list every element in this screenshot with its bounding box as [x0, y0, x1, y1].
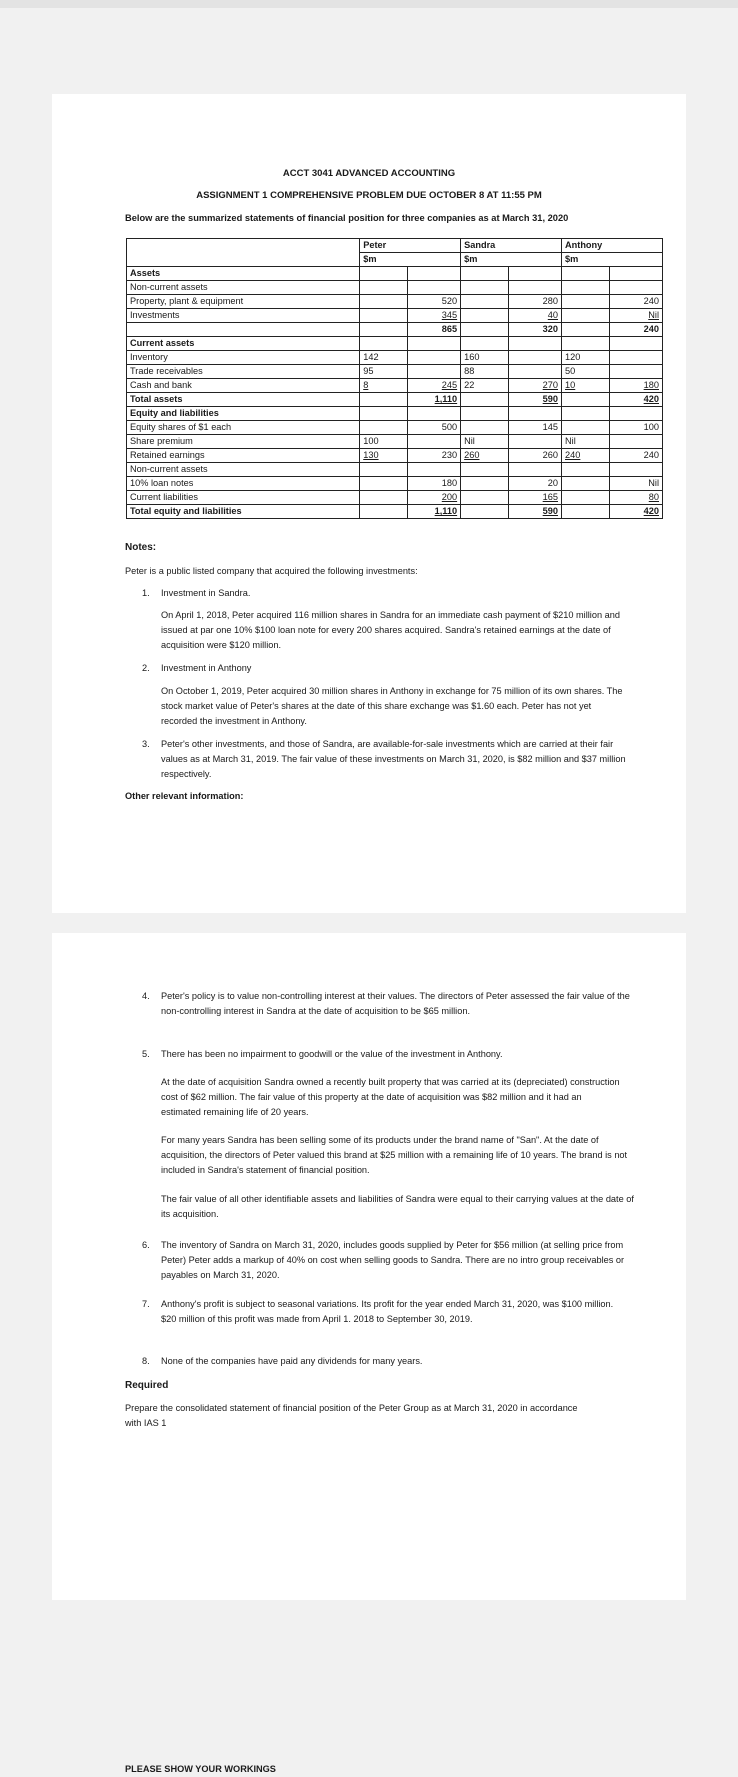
- table-row: [127, 463, 663, 477]
- row-label: [127, 323, 360, 337]
- cell-value: Nil: [648, 478, 659, 488]
- table-cell: [408, 281, 461, 295]
- table-row: [127, 421, 663, 435]
- cell-value: 80: [648, 492, 659, 502]
- table-cell: [509, 477, 562, 491]
- table-cell: [610, 267, 663, 281]
- table-cell: [461, 365, 509, 379]
- table-cell: [461, 351, 509, 365]
- table-cell: [610, 351, 663, 365]
- note-1-title: Investment in Sandra.: [161, 588, 251, 598]
- table-cell: [610, 309, 663, 323]
- cell-value: 345: [441, 310, 458, 320]
- assignment-title: ASSIGNMENT 1 COMPREHENSIVE PROBLEM DUE OCTOBER 8 AT 11:55 PM: [196, 190, 542, 201]
- table-cell: [509, 281, 562, 295]
- note-2-title: Investment in Anthony: [161, 663, 252, 673]
- cell-value: 1,110: [434, 506, 458, 516]
- table-cell: [360, 491, 408, 505]
- table-cell: [610, 477, 663, 491]
- cell-value: Nil: [464, 436, 475, 446]
- table-cell: [461, 309, 509, 323]
- table-cell: [408, 407, 461, 421]
- cell-value: 230: [441, 450, 458, 460]
- unit-peter: $m: [360, 253, 461, 267]
- company-name-anthony: Anthony: [562, 239, 663, 253]
- table-cell: [610, 323, 663, 337]
- note-6-text: The inventory of Sandra on March 31, 2020, includes goods supplied by Peter for $56 million (at selling price from Peter) Peter adds a markup of 40% on cost when selling goods to Sandra. There are no intro group receivables or payables on March 31, 2020.: [161, 1240, 625, 1280]
- table-row: [127, 309, 663, 323]
- table-cell: [408, 435, 461, 449]
- table-cell: [562, 365, 610, 379]
- cell-value: 200: [441, 492, 458, 502]
- cell-value: 520: [441, 296, 458, 306]
- table-cell: [562, 323, 610, 337]
- table-cell: [509, 435, 562, 449]
- unit-anthony: $m: [562, 253, 663, 267]
- cell-value: 142: [363, 352, 379, 362]
- cell-value: 160: [464, 352, 480, 362]
- row-label: Equity shares of $1 each: [127, 421, 360, 435]
- row-label: Trade receivables: [127, 365, 360, 379]
- table-cell: [360, 281, 408, 295]
- table-row: [127, 323, 663, 337]
- table-cell: [610, 379, 663, 393]
- table-cell: [509, 351, 562, 365]
- cell-value: 88: [464, 366, 475, 376]
- table-cell: [509, 505, 562, 519]
- notes-heading: Notes:: [125, 542, 157, 553]
- table-row: [127, 477, 663, 491]
- intro-text: Below are the summarized statements of financial position for three companies as at March 31, 2020: [125, 213, 569, 223]
- table-cell: [509, 323, 562, 337]
- cell-value: 270: [542, 380, 559, 390]
- table-cell: [408, 491, 461, 505]
- row-label: Total equity and liabilities: [127, 505, 360, 519]
- cell-value: 100: [643, 422, 659, 432]
- cell-value: 180: [441, 478, 458, 488]
- note-7-text: Anthony's profit is subject to seasonal variations. Its profit for the year ended March 31, 2020, was $100 million. $20 million of this profit was made from April 1. 2018 to September 30, 2019.: [161, 1299, 614, 1324]
- required-text: Prepare the consolidated statement of financial position of the Peter Group as at March 31, 2020 in accordance with IAS 1: [125, 1403, 578, 1428]
- table-unit-row: [127, 253, 663, 267]
- table-cell: [360, 477, 408, 491]
- table-cell: [408, 505, 461, 519]
- table-cell: [360, 393, 408, 407]
- table-row: [127, 379, 663, 393]
- table-cell: [610, 337, 663, 351]
- table-cell: [509, 463, 562, 477]
- cell-value: 100: [363, 436, 379, 446]
- cell-value: 240: [643, 450, 659, 460]
- table-cell: [610, 281, 663, 295]
- table-cell: [509, 309, 562, 323]
- table-cell: [509, 365, 562, 379]
- row-label: Retained earnings: [127, 449, 360, 463]
- table-cell: [461, 491, 509, 505]
- cell-value: 590: [542, 394, 559, 404]
- table-cell: [461, 393, 509, 407]
- header-blank-cell: [127, 239, 360, 253]
- table-header-row: [127, 239, 663, 253]
- property-paragraph: At the date of acquisition Sandra owned a recently built property that was carried at its (depreciated) construction cost of $62 million. The fair value of this property at the date of acquisition was $82 million and it had an estimated remaining life of 20 years.: [161, 1077, 620, 1117]
- table-cell: [408, 463, 461, 477]
- table-cell: [360, 295, 408, 309]
- table-cell: [610, 393, 663, 407]
- table-cell: [509, 421, 562, 435]
- cell-value: 10: [565, 380, 576, 390]
- table-cell: [461, 323, 509, 337]
- cell-value: 260: [464, 450, 480, 460]
- table-cell: [509, 267, 562, 281]
- cell-value: 180: [643, 380, 659, 390]
- table-cell: [610, 463, 663, 477]
- table-row: [127, 337, 663, 351]
- table-cell: [360, 435, 408, 449]
- table-cell: [562, 463, 610, 477]
- table-cell: [610, 365, 663, 379]
- table-cell: [562, 351, 610, 365]
- table-cell: [562, 281, 610, 295]
- table-cell: [562, 337, 610, 351]
- table-cell: [562, 407, 610, 421]
- required-heading: Required: [125, 1380, 169, 1391]
- note-5-number: 5.: [142, 1049, 150, 1059]
- cell-value: 145: [542, 422, 559, 432]
- cell-value: 590: [542, 506, 559, 516]
- table-cell: [562, 309, 610, 323]
- row-label: Total assets: [127, 393, 360, 407]
- table-cell: [408, 323, 461, 337]
- table-cell: [562, 393, 610, 407]
- table-row: [127, 295, 663, 309]
- table-cell: [360, 379, 408, 393]
- note-3-text: Peter's other investments, and those of Sandra, are available-for-sale investments which are carried at their fair values as at March 31, 2019. The fair value of these investments on March 31, 2020, is $82 million and $37 million respectively.: [161, 739, 626, 779]
- table-cell: [360, 463, 408, 477]
- cell-value: 420: [643, 394, 659, 404]
- table-cell: [360, 323, 408, 337]
- table-cell: [461, 407, 509, 421]
- row-label: Inventory: [127, 351, 360, 365]
- table-cell: [562, 449, 610, 463]
- top-edge: [0, 0, 738, 8]
- cell-value: Nil: [648, 310, 659, 320]
- unit-sandra: $m: [461, 253, 562, 267]
- table-cell: [461, 449, 509, 463]
- table-cell: [562, 421, 610, 435]
- table-cell: [509, 379, 562, 393]
- table-row: [127, 365, 663, 379]
- table-row: [127, 351, 663, 365]
- table-row: [127, 491, 663, 505]
- note-4-number: 4.: [142, 991, 150, 1001]
- table-cell: [509, 337, 562, 351]
- notes-lead: Peter is a public listed company that acquired the following investments:: [125, 566, 418, 576]
- table-cell: [408, 351, 461, 365]
- table-cell: [461, 295, 509, 309]
- table-cell: [461, 463, 509, 477]
- note-7-number: 7.: [142, 1299, 150, 1309]
- table-cell: [509, 393, 562, 407]
- cell-value: 1,110: [434, 394, 458, 404]
- other-info-heading: Other relevant information:: [125, 791, 244, 801]
- cell-value: 865: [441, 324, 458, 334]
- row-label: Current assets: [127, 337, 360, 351]
- note-8-number: 8.: [142, 1356, 150, 1366]
- table-cell: [610, 449, 663, 463]
- note-1-body: On April 1, 2018, Peter acquired 116 million shares in Sandra for an immediate cash payment of $210 million and issued at par one 10% $100 loan note for every 200 shares acquired. Sandra's retained earnings at the date of acquisition were $120 million.: [161, 610, 620, 650]
- unit-blank-cell: [127, 253, 360, 267]
- table-cell: [509, 449, 562, 463]
- table-cell: [360, 267, 408, 281]
- table-cell: [461, 281, 509, 295]
- cell-value: 420: [643, 506, 659, 516]
- cell-value: 20: [547, 478, 559, 488]
- row-label: Share premium: [127, 435, 360, 449]
- row-label: Investments: [127, 309, 360, 323]
- course-title: ACCT 3041 ADVANCED ACCOUNTING: [282, 168, 456, 179]
- financial-position-table: [126, 238, 663, 519]
- company-name-sandra: Sandra: [461, 239, 562, 253]
- table-cell: [509, 491, 562, 505]
- table-cell: [562, 477, 610, 491]
- row-label: Non-current assets: [127, 281, 360, 295]
- table-cell: [408, 267, 461, 281]
- note-1-number: 1.: [142, 588, 150, 598]
- cell-value: 240: [643, 324, 659, 334]
- table-row: [127, 267, 663, 281]
- table-cell: [360, 351, 408, 365]
- table-row: [127, 281, 663, 295]
- table-cell: [461, 505, 509, 519]
- table-cell: [610, 421, 663, 435]
- cell-value: 320: [542, 324, 559, 334]
- workings-note: PLEASE SHOW YOUR WORKINGS: [125, 1764, 276, 1774]
- table-cell: [408, 365, 461, 379]
- cell-value: 245: [441, 380, 458, 390]
- note-3-number: 3.: [142, 739, 150, 749]
- table-row: [127, 449, 663, 463]
- cell-value: 120: [565, 352, 581, 362]
- table-row: [127, 505, 663, 519]
- note-8-text: None of the companies have paid any dividends for many years.: [161, 1356, 423, 1366]
- row-label: 10% loan notes: [127, 477, 360, 491]
- table-cell: [461, 435, 509, 449]
- table-cell: [461, 421, 509, 435]
- table-cell: [610, 407, 663, 421]
- table-cell: [461, 477, 509, 491]
- table-cell: [360, 421, 408, 435]
- row-label: Property, plant & equipment: [127, 295, 360, 309]
- cell-value: 95: [363, 366, 374, 376]
- table-cell: [562, 435, 610, 449]
- table-cell: [461, 379, 509, 393]
- table-cell: [562, 505, 610, 519]
- table-row: [127, 435, 663, 449]
- row-label: Cash and bank: [127, 379, 360, 393]
- table-cell: [562, 295, 610, 309]
- row-label: Current liabilities: [127, 491, 360, 505]
- cell-value: 130: [363, 450, 379, 460]
- brand-paragraph: For many years Sandra has been selling some of its products under the brand name of "San". At the date of acquisition, the directors of Peter valued this brand at $25 million with a remaining life of 10 years. The brand is not included in Sandra's statement of financial position.: [161, 1135, 628, 1175]
- table-cell: [610, 505, 663, 519]
- table-cell: [562, 491, 610, 505]
- cell-value: 240: [565, 450, 581, 460]
- cell-value: Nil: [565, 436, 576, 446]
- cell-value: 40: [547, 310, 559, 320]
- cell-value: 22: [464, 380, 475, 390]
- table-cell: [360, 309, 408, 323]
- row-label: Non-current assets: [127, 463, 360, 477]
- table-cell: [610, 435, 663, 449]
- fair-value-paragraph: The fair value of all other identifiable assets and liabilities of Sandra were equal to their carrying values at the date of its acquisition.: [161, 1194, 634, 1219]
- cell-value: 500: [441, 422, 458, 432]
- note-6-number: 6.: [142, 1240, 150, 1250]
- table-cell: [610, 491, 663, 505]
- cell-value: 240: [643, 296, 659, 306]
- table-cell: [509, 407, 562, 421]
- table-cell: [509, 295, 562, 309]
- company-name-peter: Peter: [360, 239, 461, 253]
- cell-value: 280: [542, 296, 559, 306]
- cell-value: 8: [363, 380, 369, 390]
- row-label: Equity and liabilities: [127, 407, 360, 421]
- note-2-number: 2.: [142, 663, 150, 673]
- table-cell: [408, 379, 461, 393]
- table-cell: [408, 309, 461, 323]
- cell-value: 50: [565, 366, 576, 376]
- table-cell: [562, 267, 610, 281]
- table-cell: [408, 295, 461, 309]
- cell-value: 260: [542, 450, 559, 460]
- table-row: [127, 393, 663, 407]
- document-page-1: [52, 94, 686, 913]
- table-cell: [408, 449, 461, 463]
- table-cell: [408, 337, 461, 351]
- note-2-body: On October 1, 2019, Peter acquired 30 million shares in Anthony in exchange for 75 million of its own shares. The stock market value of Peter's shares at the date of this share exchange was $1.60 each. Peter has not yet recorded the investment in Anthony.: [161, 686, 623, 726]
- table-cell: [408, 393, 461, 407]
- table-cell: [360, 407, 408, 421]
- table-cell: [461, 267, 509, 281]
- table-cell: [360, 337, 408, 351]
- note-4-text: Peter's policy is to value non-controlling interest at their values. The directors of Peter assessed the fair value of the non-controlling interest in Sandra at the date of acquisition to be $65 million.: [161, 991, 630, 1016]
- table-cell: [461, 337, 509, 351]
- row-label: Assets: [127, 267, 360, 281]
- note-5-text: There has been no impairment to goodwill or the value of the investment in Anthony.: [161, 1049, 503, 1059]
- table-cell: [360, 365, 408, 379]
- table-cell: [360, 449, 408, 463]
- table-cell: [610, 295, 663, 309]
- document-page-2: [52, 933, 686, 1774]
- cell-value: 165: [542, 492, 559, 502]
- table-cell: [360, 505, 408, 519]
- table-row: [127, 407, 663, 421]
- table-cell: [408, 477, 461, 491]
- table-cell: [562, 379, 610, 393]
- table-cell: [408, 421, 461, 435]
